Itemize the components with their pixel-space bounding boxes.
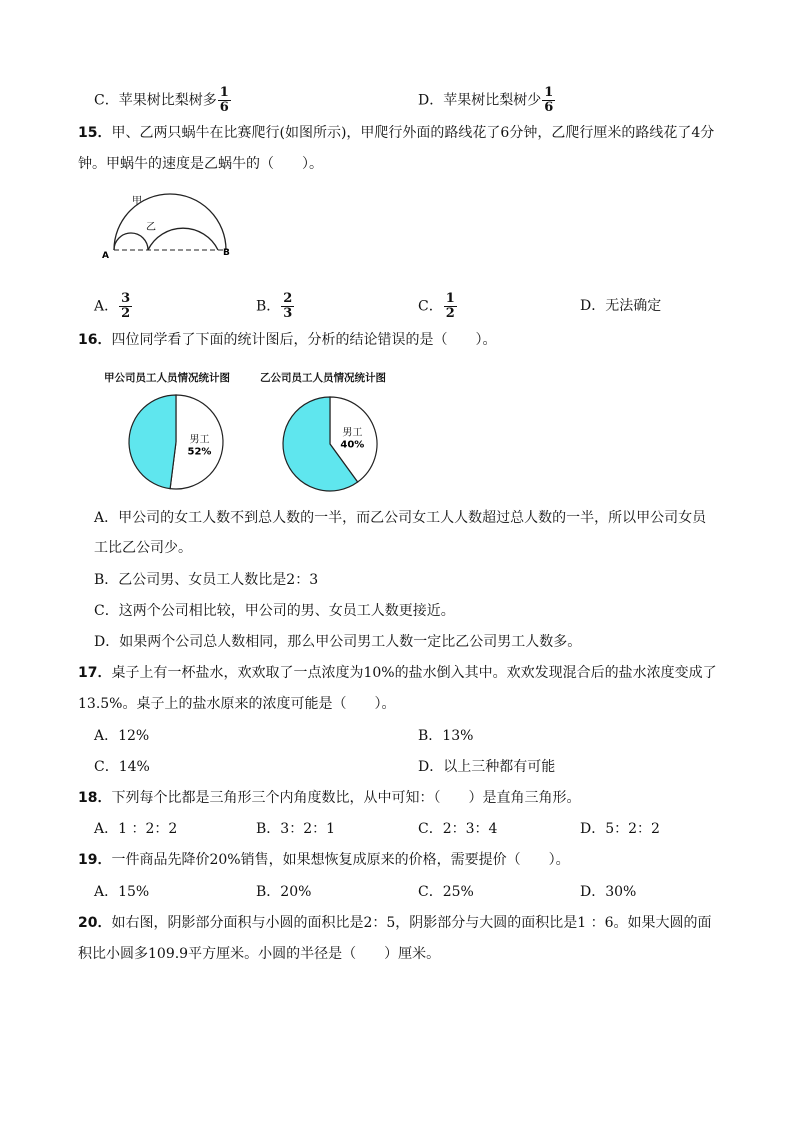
- q16-option-b: B．乙公司男、女员工人数比是2：3: [94, 572, 319, 588]
- chart-title-jia: 甲公司员工人员情况统计图: [104, 372, 230, 384]
- q18-option-b: B．3：2：1: [256, 821, 336, 837]
- q19-option-d: D．30%: [580, 884, 637, 900]
- q17-stem-line1: [78, 663, 717, 683]
- question-number: 19．: [78, 852, 112, 868]
- pie-chart-yi: [280, 394, 380, 494]
- fraction-numerator: 1: [219, 85, 229, 100]
- fraction: [281, 292, 294, 321]
- q18-option-c: C．2：3：4: [418, 821, 498, 837]
- q15-option-c: [418, 292, 457, 321]
- q15-stem-line2: [78, 154, 323, 174]
- fraction-denominator: 3: [283, 306, 293, 321]
- q17-option-d: D．以上三种都有可能: [418, 759, 556, 775]
- middle-arc: [148, 228, 218, 250]
- q16-option-a-line2: 工比乙公司少。: [94, 540, 192, 556]
- label-yi: 乙: [146, 222, 156, 233]
- option-prefix: D．: [580, 298, 606, 314]
- q15-option-a: [94, 292, 132, 321]
- q18-option-a: A．1 ：2：2: [94, 821, 178, 837]
- fraction-numerator: 1: [544, 85, 554, 100]
- fraction-denominator: 2: [445, 306, 455, 321]
- q17-option-a: A．12%: [94, 728, 150, 744]
- question-number: 17．: [78, 665, 112, 681]
- q17-text: 桌子上有一杯盐水，欢欢取了一点浓度为10%的盐水倒入其中。欢欢发现混合后的盐水浓度变成了: [111, 665, 717, 681]
- question-number: 18．: [78, 790, 112, 806]
- q16-stem: [78, 330, 496, 350]
- fraction-numerator: 3: [121, 291, 131, 306]
- q17-stem-line2: 13.5%。桌子上的盐水原来的浓度可能是（ ）。: [78, 696, 396, 712]
- q14-option-d: [418, 86, 555, 115]
- q16-option-d: D．如果两个公司总人数相同，那么甲公司男工人数一定比乙公司男工人数多。: [94, 634, 582, 650]
- q14-option-d-text: D．苹果树比梨树少: [418, 92, 542, 109]
- q20-stem-line2: 积比小圆多109.9平方厘米。小圆的半径是（ ）厘米。: [78, 946, 441, 962]
- pie-slice-female: [129, 395, 176, 489]
- option-prefix: A．: [94, 298, 119, 315]
- q20-stem-line1: [78, 913, 712, 933]
- question-number: 16．: [78, 332, 112, 348]
- label-b: B: [223, 248, 230, 258]
- fraction: [542, 86, 555, 115]
- fraction-denominator: 6: [219, 100, 229, 115]
- q18-stem: [78, 788, 580, 808]
- pie-label: 男工: [189, 434, 210, 446]
- q17-option-c: C．14%: [94, 759, 150, 775]
- fraction-denominator: 6: [544, 100, 554, 115]
- fraction-numerator: 1: [445, 291, 455, 306]
- fraction: [444, 292, 457, 321]
- option-prefix: B．: [256, 298, 281, 315]
- q17-option-b: B．13%: [418, 728, 474, 744]
- q18-option-d: D．5：2：2: [580, 821, 660, 837]
- q16-text: 四位同学看了下面的统计图后，分析的结论错误的是（ ）。: [111, 332, 497, 348]
- small-arc: [114, 233, 148, 250]
- fraction: [218, 86, 231, 115]
- pie-chart-jia: [126, 392, 226, 492]
- q16-option-c: C．这两个公司相比较，甲公司的男、女员工人数更接近。: [94, 603, 455, 619]
- fraction-denominator: 2: [121, 306, 131, 321]
- q15-text: 甲、乙两只蜗牛在比赛爬行(如图所示)，甲爬行外面的路线花了6分钟，乙爬行厘米的路线花了4分: [111, 125, 715, 141]
- q15-option-d: [580, 296, 661, 316]
- q19-option-c: C．25%: [418, 884, 474, 900]
- q18-text: 下列每个比都是三角形三个内角度数比，从中可知：（ ）是直角三角形。: [111, 790, 581, 806]
- label-jia: 甲: [132, 196, 142, 207]
- option-text: 无法确定: [605, 298, 662, 314]
- fraction: [119, 292, 132, 321]
- q14-option-c: [94, 86, 231, 115]
- pie-data-label: 52%: [187, 446, 212, 458]
- pie-label: 男工: [342, 427, 363, 439]
- q16-option-a-line1: A．甲公司的女工人数不到总人数的一半，而乙公司女工人人数超过总人数的一半，所以甲公司女员: [94, 510, 707, 526]
- outer-arc: [114, 194, 226, 250]
- fraction-numerator: 2: [283, 291, 293, 306]
- option-prefix: C．: [418, 298, 443, 315]
- q15-option-b: [256, 292, 294, 321]
- q14-option-c-text: C．苹果树比梨树多: [94, 92, 217, 109]
- pie-data-label: 40%: [340, 439, 365, 451]
- q19-option-b: B．20%: [256, 884, 312, 900]
- snail-route-figure: [96, 188, 246, 268]
- q19-text: 一件商品先降价20%销售，如果想恢复成原来的价格，需要提价（ ）。: [111, 852, 570, 868]
- q15-text-2: 钟。甲蜗牛的速度是乙蜗牛的（ ）。: [78, 156, 323, 172]
- chart-title-yi: 乙公司员工人员情况统计图: [260, 372, 386, 384]
- q15-stem-line1: [78, 123, 714, 143]
- q19-option-a: A．15%: [94, 884, 150, 900]
- label-a: A: [102, 251, 109, 261]
- question-number: 20．: [78, 915, 112, 931]
- question-number: 15．: [78, 125, 112, 141]
- q19-stem: [78, 850, 570, 870]
- q20-text: 如右图，阴影部分面积与小圆的面积比是2：5，阴影部分与大圆的面积比是1 ：6。如果大圆的面: [111, 915, 712, 931]
